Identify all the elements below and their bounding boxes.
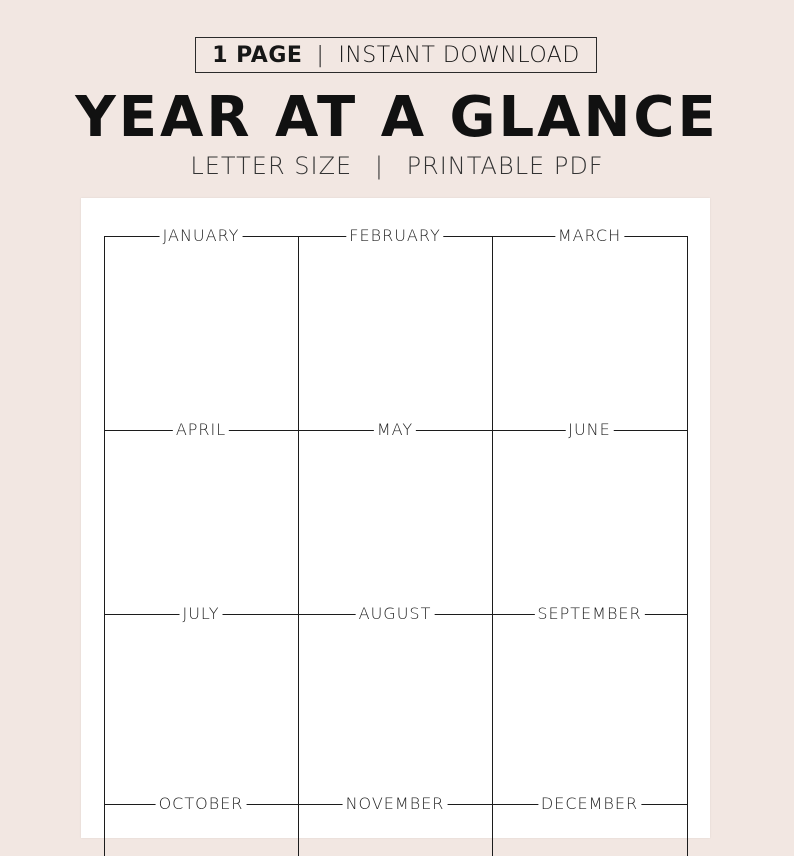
month-label-january: JANUARY [160, 227, 243, 245]
grid-column-line [687, 236, 688, 856]
month-label-october: OCTOBER [156, 795, 247, 813]
product-badge [195, 37, 597, 73]
subtitle-separator: | [374, 152, 384, 180]
grid-column-line [298, 236, 299, 856]
month-label-august: AUGUST [356, 605, 435, 623]
month-grid [104, 226, 687, 856]
planner-sheet [81, 198, 710, 838]
page-title: YEAR AT A GLANCE [75, 85, 719, 150]
month-label-june: JUNE [565, 421, 614, 439]
subtitle-format: PRINTABLE PDF [406, 152, 604, 180]
badge-separator: | [316, 42, 325, 68]
month-label-july: JULY [180, 605, 223, 623]
subtitle-size: LETTER SIZE [190, 152, 353, 180]
month-label-november: NOVEMBER [343, 795, 448, 813]
page-subtitle [0, 152, 794, 180]
month-label-december: DECEMBER [538, 795, 641, 813]
month-label-september: SEPTEMBER [534, 605, 644, 623]
badge-text: INSTANT DOWNLOAD [338, 42, 580, 68]
grid-column-line [104, 236, 105, 856]
month-label-may: MAY [374, 421, 416, 439]
grid-column-line [492, 236, 493, 856]
month-label-april: APRIL [173, 421, 229, 439]
month-label-february: FEBRUARY [346, 227, 443, 245]
badge-pages: 1 PAGE [212, 42, 303, 68]
month-label-march: MARCH [555, 227, 624, 245]
